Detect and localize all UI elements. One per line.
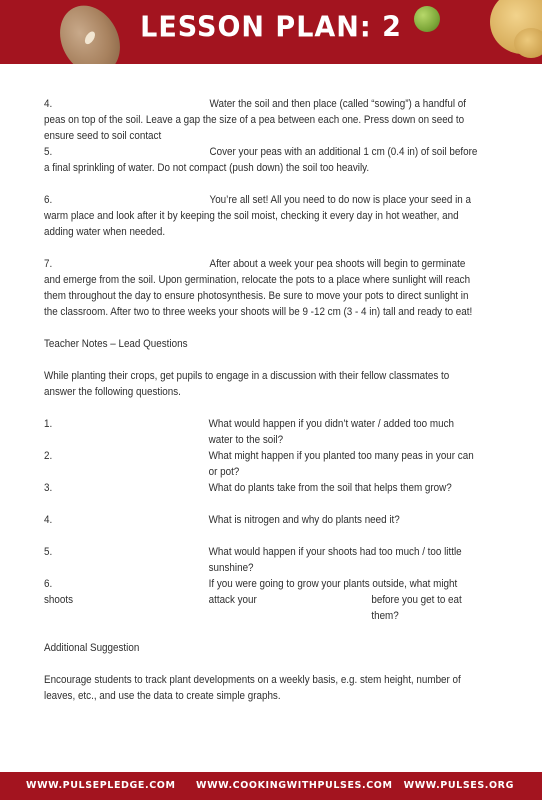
step-text: You’re all set! All you need to do now is place your seed in a warm place and look after it by keeping the soil moist, checking it every day in hot weather, and adding water when needed.: [44, 194, 471, 238]
step-5: [44, 144, 479, 176]
additional-heading: Additional Suggestion: [44, 642, 140, 654]
question-number: 3.: [44, 482, 53, 494]
footer-link-pulses[interactable]: WWW.PULSES.ORG: [403, 780, 514, 791]
question-text: What might happen if you planted too many peas in your can or pot?: [208, 450, 474, 478]
question-number: 2.: [44, 450, 53, 462]
page-title: LESSON PLAN: 2: [140, 11, 402, 44]
step-text: Water the soil and then place (called “sowing”) a handful of peas on top of the soil. Leave a gap the size of a pea between each one. Press down on seed to ensure seed to soil contact: [44, 98, 467, 142]
footer-link-pulsepledge[interactable]: WWW.PULSEPLEDGE.COM: [26, 780, 176, 791]
header-banner: [0, 0, 542, 64]
question-text: What do plants take from the soil that helps them grow?: [208, 482, 452, 494]
question-text: What would happen if your shoots had too much / too little sunshine?: [208, 546, 462, 574]
question-number: 1.: [44, 418, 53, 430]
step-number: 4.: [44, 98, 53, 110]
step-number: 5.: [44, 146, 53, 158]
step-6: [44, 192, 479, 240]
step-4: [44, 96, 479, 144]
teacher-notes-heading: Teacher Notes – Lead Questions: [44, 338, 188, 350]
step-text: After about a week your pea shoots will begin to germinate and emerge from the soil. Upon germination, relocate the pots to a place where sunlight will reach them throughout the day to ensure photosynthesis. Be sure to move your pots to direct sunlight in the classroom. After two to three weeks your shoots will be 9 -12 cm (3 - 4 in) tall and ready to eat!: [44, 258, 473, 318]
step-number: 6.: [44, 194, 53, 206]
question-number: 4.: [44, 514, 53, 526]
teacher-notes-intro: While planting their crops, get pupils to engage in a discussion with their fellow classmates to answer the following questions.: [44, 370, 450, 398]
step-number: 7.: [44, 258, 53, 270]
footer-link-cookingwithpulses[interactable]: WWW.COOKINGWITHPULSES.COM: [196, 780, 393, 791]
question-number: 6.: [44, 578, 53, 590]
question-text-continued: before you get to eat them?: [371, 594, 462, 622]
question-1: [44, 416, 479, 446]
question-6-line-2: [44, 592, 479, 622]
question-5: [44, 544, 479, 574]
step-7: [44, 256, 479, 320]
question-3: [44, 480, 479, 496]
question-word: shoots: [44, 594, 74, 606]
additional-text: Encourage students to track plant developments on a weekly basis, e.g. stem height, number of leaves, etc., and use the data to create simple graphs.: [44, 674, 461, 702]
question-text: What would happen if you didn’t water / added too much water to the soil?: [208, 418, 454, 446]
question-text: What is nitrogen and why do plants need it?: [208, 514, 400, 526]
lesson-content: [44, 96, 479, 704]
question-2: [44, 448, 479, 478]
footer-banner: [0, 772, 542, 800]
question-text: If you were going to grow your plants outside, what might attack your: [208, 578, 458, 606]
step-text: Cover your peas with an additional 1 cm (0.4 in) of soil before a final sprinkling of water. Do not compact (push down) the soil too heavily.: [44, 146, 478, 174]
question-number: 5.: [44, 546, 53, 558]
question-4: [44, 512, 479, 528]
